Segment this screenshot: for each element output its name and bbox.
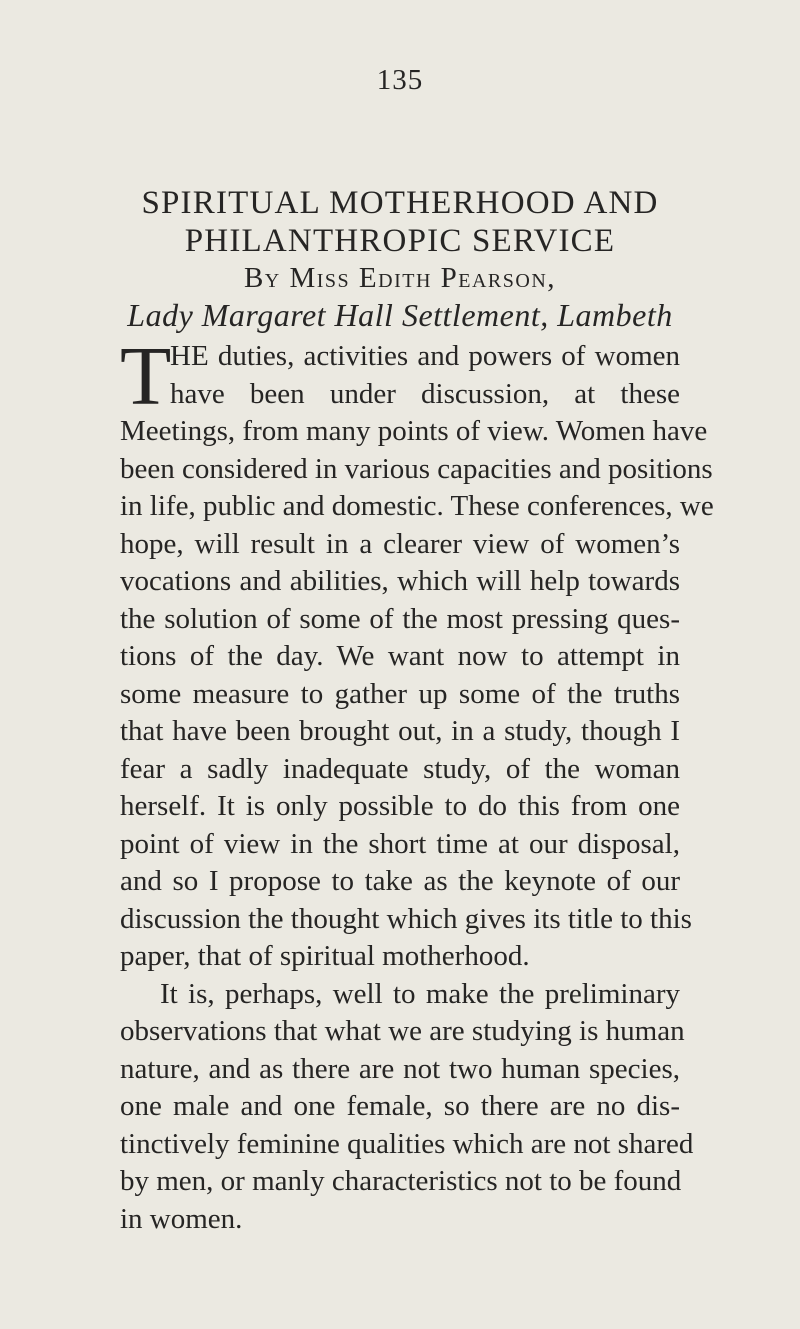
text-line: and so I propose to take as the keynote of our xyxy=(120,865,680,897)
text-line: point of view in the short time at our disposal, xyxy=(120,827,680,860)
author-byline: By Miss Edith Pearson, xyxy=(243,262,557,294)
text-line: by men, or manly characteristics not to be found xyxy=(120,1165,682,1197)
text-line: tinctively feminine qualities which are not shared xyxy=(120,1127,694,1160)
text-line: in women. xyxy=(120,1202,243,1235)
text-line: tions of the day. We want now to attempt in xyxy=(120,640,680,672)
text-line: one male and one female, so there are no dis- xyxy=(120,1090,680,1122)
text-line: HE duties, activities and powers of women xyxy=(170,340,680,372)
text-line: vocations and abilities, which will help towards xyxy=(120,565,680,597)
text-line: have been under discussion, at these xyxy=(170,377,680,410)
paragraph-2 xyxy=(120,976,694,1239)
text-line: some measure to gather up some of the truths xyxy=(120,677,680,710)
text-line: the solution of some of the most pressing ques- xyxy=(120,602,680,635)
author-affiliation: Lady Margaret Hall Settlement, Lambeth xyxy=(127,297,673,333)
text-line: Meetings, from many points of view. Women have xyxy=(120,415,708,447)
text-line: discussion the thought which gives its title to this xyxy=(120,902,692,935)
text-line: hope, will result in a clearer view of women’s xyxy=(120,527,680,560)
text-line: It is, perhaps, well to make the preliminary xyxy=(160,977,680,1010)
paragraph-1 xyxy=(120,330,714,976)
text-line: been considered in various capacities and positions xyxy=(120,452,713,485)
page-number: 135 xyxy=(376,64,424,96)
text-line: herself. It is only possible to do this from one xyxy=(120,790,680,822)
text-line: fear a sadly inadequate study, of the woman xyxy=(120,752,680,785)
drop-cap: T xyxy=(120,330,172,423)
body-text xyxy=(120,330,714,1238)
text-line: nature, and as there are not two human species, xyxy=(120,1052,680,1085)
chapter-title-line-1: SPIRITUAL MOTHERHOOD AND xyxy=(141,185,659,221)
text-line: that have been brought out, in a study, though I xyxy=(120,715,680,747)
chapter-title-line-2: PHILANTHROPIC SERVICE xyxy=(184,223,616,259)
text-line: observations that what we are studying is human xyxy=(120,1015,685,1047)
text-line: in life, public and domestic. These conferences, we xyxy=(120,490,714,522)
text-line: paper, that of spiritual motherhood. xyxy=(120,940,530,972)
